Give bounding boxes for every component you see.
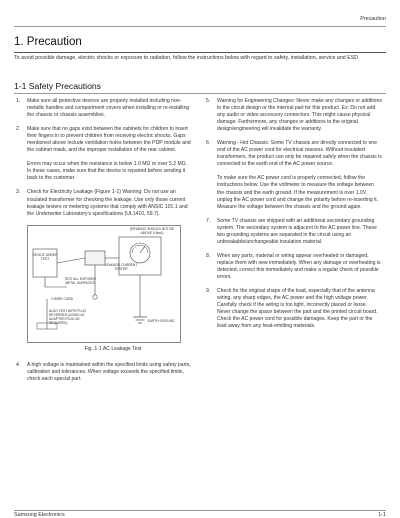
item-text: Make sure that no gaps exist between the cabinets for children to insert their fingers in to prevent children from receiving electric shocks. Gaps mentioned above include ventilation holes between the PDP module and the cabinet mask, and the improper installation of the rear cabinet.: [27, 126, 191, 154]
item-text: Make sure all protective devices are properly installed including non-metallic handles and compartment covers when installing or re-installing the chassis or chassis assemblies.: [27, 98, 190, 119]
item-number: 7.: [206, 217, 211, 224]
footer-company: Samsung Electronics: [14, 512, 65, 518]
precaution-item-7: [206, 218, 382, 246]
page-title: 1. Precaution: [14, 36, 82, 48]
figure-caption: Fig. 1-1 AC Leakage Test: [84, 345, 142, 352]
precaution-item-3: [16, 189, 192, 217]
cord-label: 2-WIRE CORD: [51, 296, 74, 301]
item-number: 5.: [206, 98, 211, 104]
item-text: Some TV chassis are shipped with an additional secondary grounding system. The secondary system is adjacent to the AC power line. These two grounding systems are separated in the circuit using an unbreakable/unchangeable insulation material.: [217, 217, 377, 245]
item-text: Check for Electricity Leakage (Figure 1-1) Warning: Do not use an insulated transformer for checking the leakage. Use only those current leakage testers or metering systems that comply with ANSIC 101.1 and the Underwriter Laboratory's specifications (UL1410, 59.7).: [27, 189, 188, 217]
item-text: Check for the original shape of the lead, especially that of the antenna wiring, any sharp edges, the AC power and the high voltage power. Carefully check if the wiring is too tight, incorrectly placed or loose. Never change the space between the part and the printed circuit board. Check the AC power cord for possible damages. Keep the part or the lead away from any heat-emitting materials.: [217, 288, 378, 330]
item-number: 4.: [16, 361, 21, 368]
intro-text: To avoid possible damage, electric shocks or exposure to radiation, follow the instructions below with regard to safety, installation, service and ESD: [14, 55, 359, 61]
test-all-label: TEST ALL EXPOSED METAL SURFACES: [64, 276, 96, 285]
header-rule: [14, 26, 386, 27]
tester-label: LEAKAGE CURRENT TESTER: [104, 262, 138, 271]
section-rule: [14, 93, 386, 94]
precaution-item-6: [206, 140, 382, 210]
precaution-item-1: [16, 98, 192, 119]
footer-rule: [14, 510, 386, 511]
title-rule: [14, 52, 386, 53]
precaution-item-4: [16, 362, 192, 383]
left-column: [16, 98, 192, 390]
precaution-item-8: [206, 253, 382, 281]
item-number: 1.: [16, 98, 21, 104]
right-column: [206, 98, 382, 337]
earth-ground-label: EARTH GROUND: [147, 318, 175, 323]
precaution-item-2: [16, 126, 192, 182]
plug-reversed-label: ALSO TEST WITH PLUG REVERSED (USING AC ADAPTER PLUG AS REQUIRED): [49, 308, 87, 325]
item-text: Warning - Hot Chassis: Some TV chassis are directly connected to one end of the AC power cord for electrical reasons. Without insulated transformers, the product can only be repaired safely when the chassis is connected to the earth end of the AC power source.: [217, 140, 382, 168]
running-header: Precaution: [360, 16, 386, 22]
section-title: 1-1 Safety Precautions: [14, 81, 101, 91]
reading-label: (READING SHOULD NOT BE ABOVE 0.5mA): [130, 226, 174, 235]
leakage-test-figure: [27, 225, 181, 343]
item-number: 8.: [206, 252, 211, 259]
item-text: Warning for Engineering Changes: Never make any changes or additions to the circuit design or the internal part for this product. Ex: Do not add any audio or video accessory connectors. This might cause physical damage. Furthermore, any changes or additions to the original design/engineering will invalidate the warranty.: [217, 98, 382, 133]
device-label: DEVICE UNDER TEST: [32, 252, 58, 261]
precaution-item-9: [206, 288, 382, 330]
item-number: 9.: [206, 288, 211, 295]
item-number: 2.: [16, 126, 21, 133]
item-text: When any parts, material or wiring appear overheated or damaged, replace them with new immediately. When any damage or overheating is detected, correct this immediately and make a regular check of possible errors.: [217, 252, 381, 280]
item-number: 6.: [206, 140, 211, 147]
item-text-resistance: Errors may occur when the resistance is below 1.0 MΩ or over 5.2 MΩ. In these cases, make sure that the device is repaired before sending it back to the customer.: [27, 161, 187, 182]
precaution-item-5: [206, 98, 382, 133]
item-number: 3.: [16, 189, 21, 196]
item-text-polarity: To make sure the AC power cord is properly connected, follow the instructions below. Use the voltmeter to measure the voltage between the chassis and the earth ground. If the measurement is over 1.0V, unplug the AC power cord and change the polarity before re-inserting it. Measure the voltage between the chassis and the ground again.: [217, 175, 379, 210]
page-number: 1-1: [378, 512, 386, 518]
item-text: A high voltage is maintained within the specified limits using safety parts, calibration and tolerances. When voltage exceeds the specified limits, check each special part.: [27, 361, 191, 382]
leakage-test-diagram: [27, 225, 181, 343]
